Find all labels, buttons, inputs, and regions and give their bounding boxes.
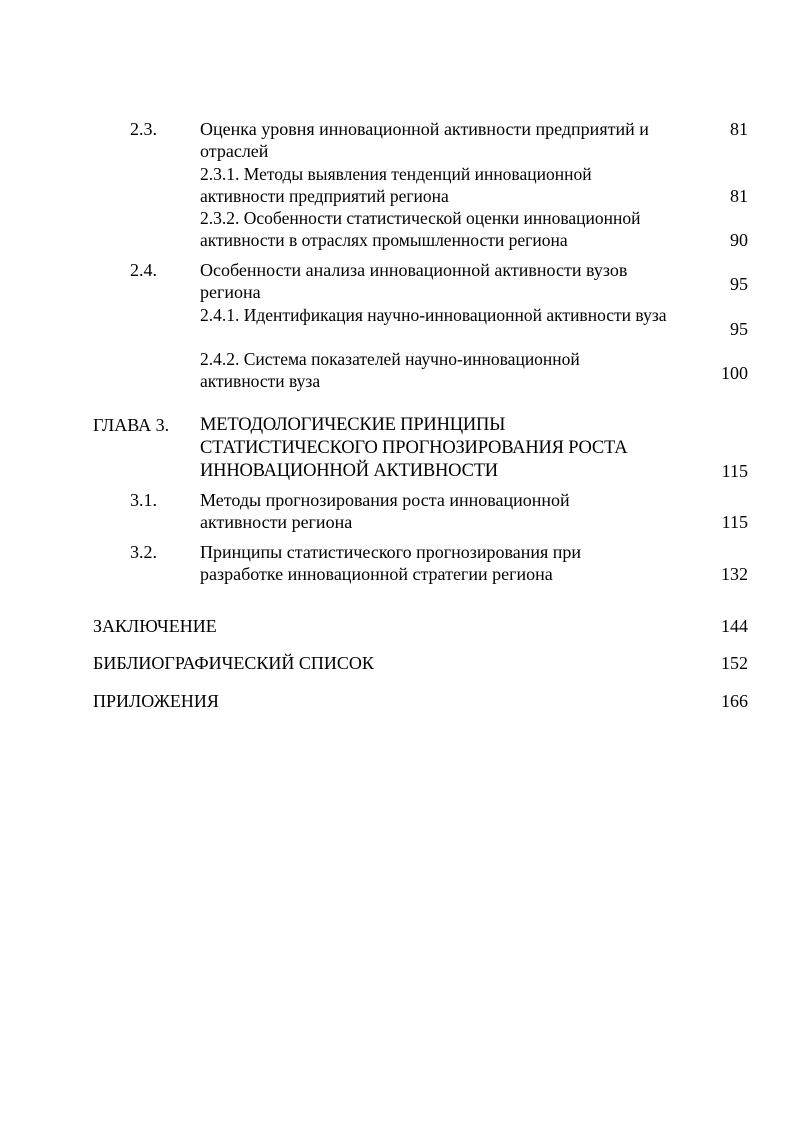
toc-page-number: 90 — [730, 230, 748, 250]
toc-page-number: 115 — [721, 461, 748, 481]
toc-page-number: 81 — [730, 186, 748, 206]
toc-title: Принципы статистического прогнозирования при разработке инновационной стратегии региона — [200, 542, 582, 584]
toc-title: Методы прогнозирования роста инновационной активности региона — [200, 490, 570, 532]
toc-page-number: 152 — [721, 653, 748, 673]
toc-title: ЗАКЛЮЧЕНИЕ — [93, 616, 217, 636]
toc-page-number: 95 — [730, 274, 748, 294]
toc-page-number: 144 — [721, 616, 748, 636]
toc-number: ГЛАВА 3. — [93, 415, 170, 435]
toc-title: МЕТОДОЛОГИЧЕСКИЕ ПРИНЦИПЫ СТАТИСТИЧЕСКОГО ПРОГНОЗИРОВАНИЯ РОСТА ИННОВАЦИОННОЙ АКТИВНОСТИ — [200, 415, 628, 481]
toc-page-number: 95 — [730, 319, 748, 339]
toc-title: ПРИЛОЖЕНИЯ — [93, 691, 219, 711]
toc-number: 2.4. — [130, 260, 157, 280]
toc-title: 2.4.2. Система показателей научно-инновационной активности вуза — [200, 349, 580, 391]
toc-number: 3.1. — [130, 490, 157, 510]
toc-title: 2.4.1. Идентификация научно-инновационной активности вуза — [200, 305, 667, 325]
toc-title: Особенности анализа инновационной активности вузов региона — [200, 260, 628, 302]
toc-page-number: 132 — [721, 564, 748, 584]
toc-title: 2.3.1. Методы выявления тенденций инновационной активности предприятий региона — [200, 164, 592, 206]
toc-page-number: 100 — [721, 363, 748, 383]
toc-title: БИБЛИОГРАФИЧЕСКИЙ СПИСОК — [93, 653, 374, 673]
toc-title: Оценка уровня инновационной активности предприятий и отраслей — [200, 119, 649, 161]
toc-number: 2.3. — [130, 119, 157, 139]
toc-number: 3.2. — [130, 542, 157, 562]
toc-page-number: 166 — [721, 691, 748, 711]
toc-page-number: 81 — [730, 119, 748, 139]
toc-page-number: 115 — [721, 512, 748, 532]
toc-title: 2.3.2. Особенности статистической оценки инновационной активности в отраслях промышленности региона — [200, 208, 641, 250]
